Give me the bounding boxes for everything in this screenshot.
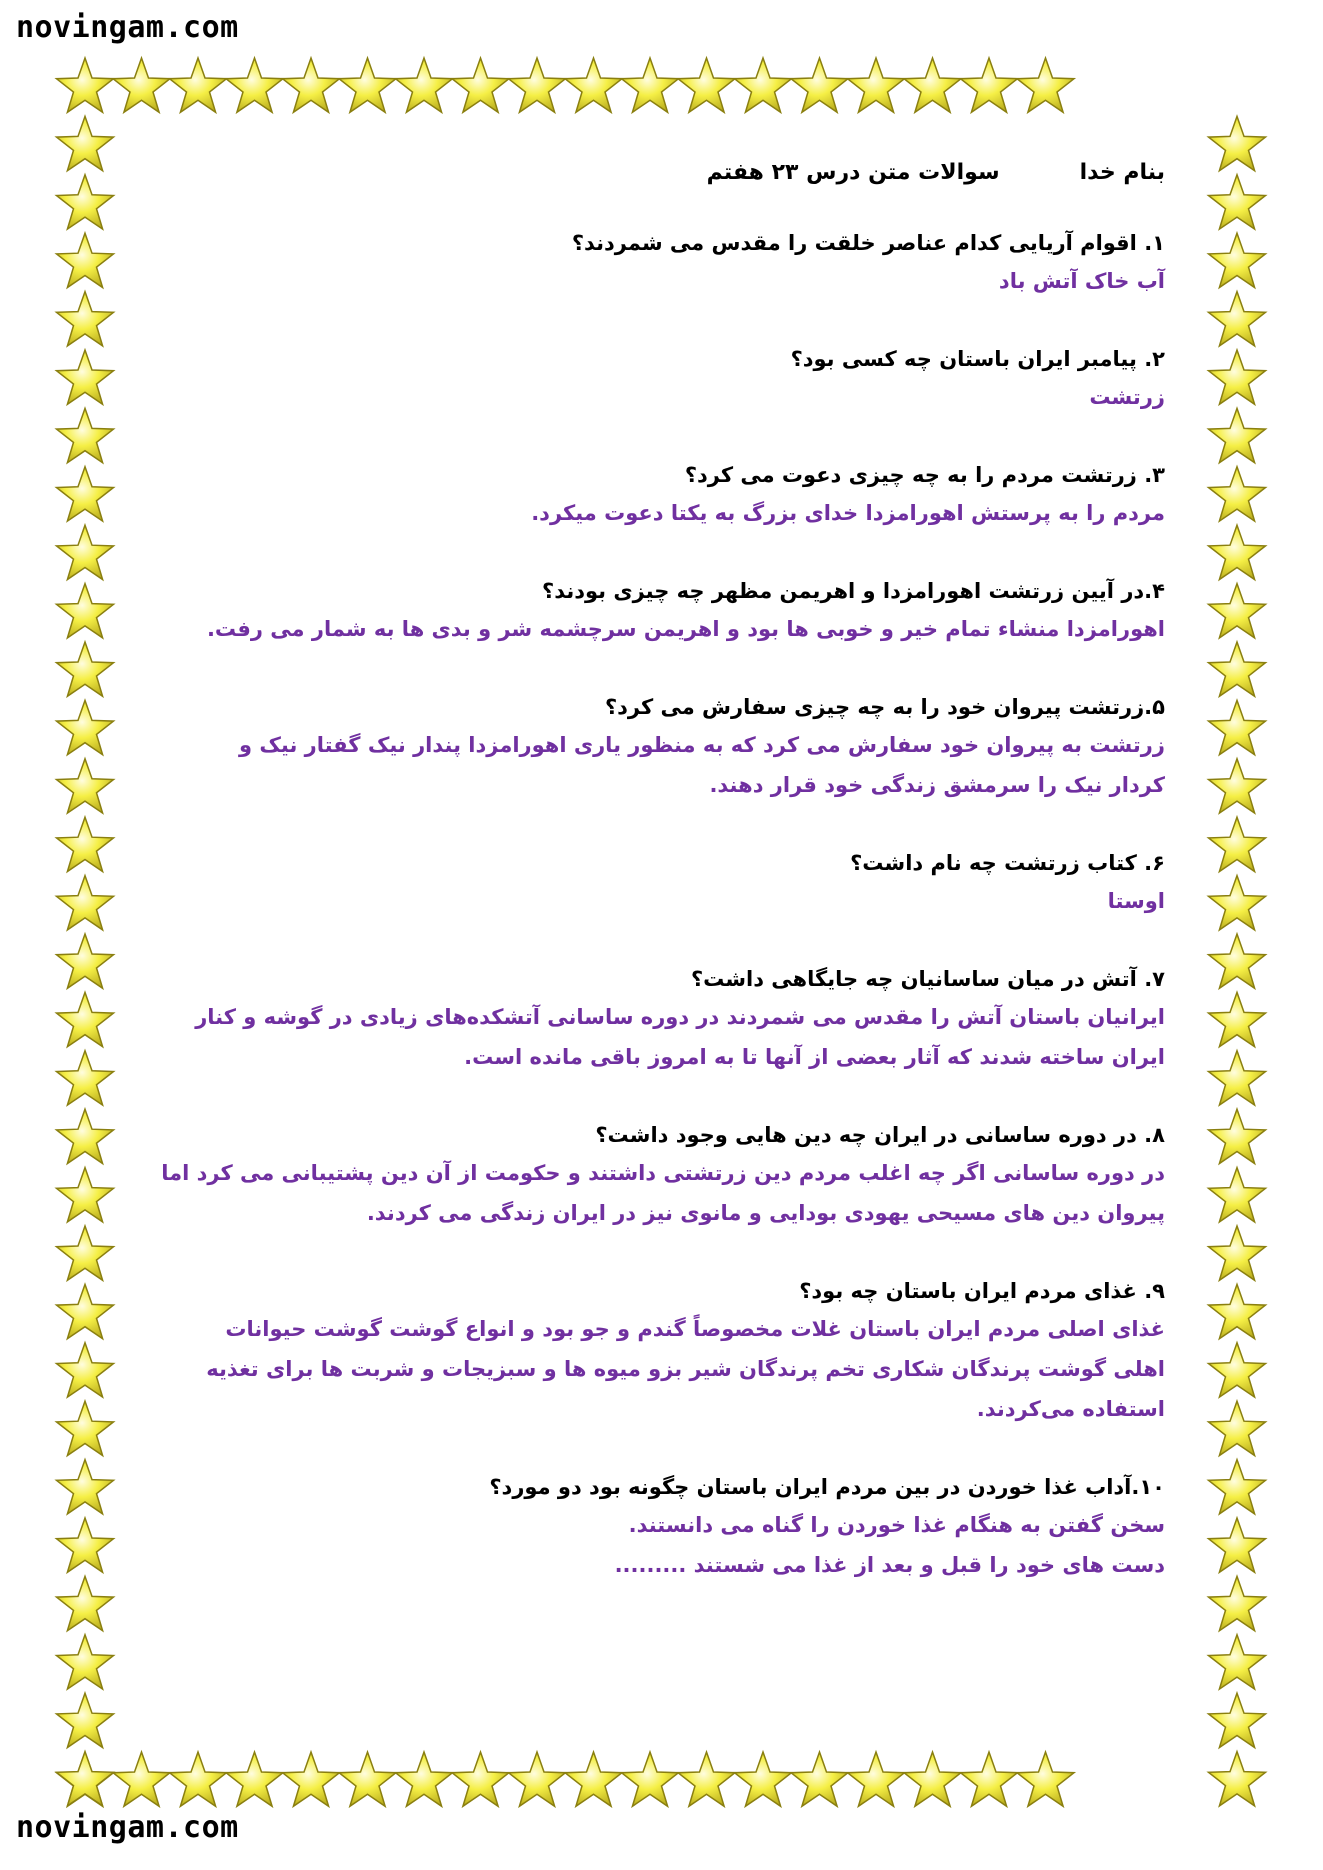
star-icon [1209, 759, 1266, 813]
question-text: ۱۰.آداب غذا خوردن در بین مردم ایران باستان چگونه بود دو مورد؟ [489, 1475, 1165, 1499]
question-block [160, 573, 1165, 649]
star-icon [396, 1752, 453, 1806]
star-icon [170, 1752, 227, 1806]
star-icon [1209, 1226, 1266, 1280]
answer-text: اهلی گوشت پرندگان شکاری تخم پرندگان شیر بزو میوه ها و سبزیجات و شربت ها برای تغذیه [206, 1357, 1165, 1381]
star-icon [57, 1284, 114, 1338]
star-icon [735, 58, 792, 112]
question-text: ۶. کتاب زرتشت چه نام داشت؟ [850, 851, 1165, 875]
star-icon [622, 1752, 679, 1806]
star-icon [509, 58, 566, 112]
star-icon [1209, 408, 1266, 462]
star-icon [678, 58, 735, 112]
star-icon [1209, 525, 1266, 579]
question-block [160, 1117, 1165, 1233]
star-icon [1209, 1518, 1266, 1572]
answer-text: مردم را به پرستش اهورامزدا خدای بزرگ به یکتا دعوت میکرد. [531, 501, 1165, 525]
star-icon [1209, 1109, 1266, 1163]
star-icon [57, 934, 114, 988]
question-block [160, 457, 1165, 533]
question-text: ۹. غذای مردم ایران باستان چه بود؟ [799, 1279, 1165, 1303]
star-icon [1209, 1168, 1266, 1222]
star-icon [396, 58, 453, 112]
star-icon [791, 58, 848, 112]
star-icon [170, 58, 227, 112]
star-icon [904, 58, 961, 112]
answer-text: سخن گفتن به هنگام غذا خوردن را گناه می دانستند. [628, 1513, 1165, 1537]
star-icon [452, 58, 509, 112]
star-icon [57, 525, 114, 579]
question-list [160, 225, 1165, 1585]
star-icon [113, 58, 170, 112]
star-icon [226, 58, 283, 112]
question-block [160, 225, 1165, 301]
star-icon [1209, 467, 1266, 521]
star-icon [1209, 175, 1266, 229]
star-icon [961, 58, 1018, 112]
star-icon [1209, 584, 1266, 638]
star-icon [57, 1168, 114, 1222]
worksheet-header [160, 160, 1165, 185]
star-icon [565, 58, 622, 112]
star-icon [113, 1752, 170, 1806]
star-icon [57, 817, 114, 871]
star-icon [1209, 1343, 1266, 1397]
star-icon [1209, 1460, 1266, 1514]
star-icon [1209, 1576, 1266, 1630]
star-icon [57, 233, 114, 287]
star-icon [452, 1752, 509, 1806]
star-icon [1209, 992, 1266, 1046]
star-icon [1209, 1401, 1266, 1455]
star-icon [57, 1576, 114, 1630]
question-block [160, 961, 1165, 1077]
star-icon [57, 1109, 114, 1163]
star-icon [57, 1635, 114, 1689]
star-icon [339, 58, 396, 112]
answer-text: ایران ساخته شدند که آثار بعضی از آنها تا به امروز باقی مانده است. [464, 1045, 1165, 1069]
star-icon [1209, 350, 1266, 404]
star-icon [1209, 1635, 1266, 1689]
star-icon [57, 467, 114, 521]
star-icon [848, 1752, 905, 1806]
star-icon [1017, 1752, 1074, 1806]
star-icon [57, 992, 114, 1046]
star-icon [678, 1752, 735, 1806]
star-icon [622, 58, 679, 112]
star-icon [57, 292, 114, 346]
star-icon [283, 1752, 340, 1806]
star-icon [1209, 116, 1266, 170]
star-icon [57, 1752, 114, 1806]
answer-text: استفاده می‌کردند. [976, 1397, 1165, 1421]
question-text: ۴.در آیین زرتشت اهورامزدا و اهریمن مظهر چه چیزی بودند؟ [542, 579, 1165, 603]
star-icon [57, 642, 114, 696]
star-icon [57, 1693, 114, 1747]
answer-text: در دوره ساسانی اگر چه اغلب مردم دین زرتشتی داشتند و حکومت از آن دین پشتیبانی می کرد اما [161, 1161, 1165, 1185]
star-icon [1209, 233, 1266, 287]
star-icon [226, 1752, 283, 1806]
star-icon [1209, 1693, 1266, 1747]
question-text: ۵.زرتشت پیروان خود را به چه چیزی سفارش می کرد؟ [604, 695, 1165, 719]
star-icon [57, 116, 114, 170]
star-icon [57, 1460, 114, 1514]
bismillah-heading: بنام خدا [1079, 160, 1165, 185]
question-text: ۲. پیامبر ایران باستان چه کسی بود؟ [790, 347, 1165, 371]
star-icon [57, 876, 114, 930]
answer-text: کردار نیک را سرمشق زندگی خود قرار دهند. [709, 773, 1165, 797]
star-icon [57, 1343, 114, 1397]
star-icon [1209, 642, 1266, 696]
star-icon [57, 1401, 114, 1455]
question-block [160, 845, 1165, 921]
star-icon [961, 1752, 1018, 1806]
star-icon [283, 58, 340, 112]
star-icon [1209, 700, 1266, 754]
star-icon [1209, 1752, 1266, 1806]
worksheet-content [160, 160, 1165, 1625]
star-icon [791, 1752, 848, 1806]
star-icon [1209, 1284, 1266, 1338]
star-icon [57, 58, 114, 112]
question-text: ۷. آتش در میان ساسانیان چه جایگاهی داشت؟ [690, 967, 1165, 991]
star-icon [1209, 292, 1266, 346]
star-icon [57, 175, 114, 229]
star-icon [565, 1752, 622, 1806]
star-icon [57, 1518, 114, 1572]
star-icon [57, 584, 114, 638]
question-block [160, 1273, 1165, 1429]
answer-text: دست های خود را قبل و بعد از غذا می شستند ......... [614, 1553, 1165, 1577]
star-icon [904, 1752, 961, 1806]
answer-text: زرتشت [1089, 385, 1165, 409]
question-text: ۳. زرتشت مردم را به چه چیزی دعوت می کرد؟ [684, 463, 1165, 487]
answer-text: اوستا [1107, 889, 1165, 913]
question-text: ۱. اقوام آریایی کدام عناصر خلقت را مقدس می شمردند؟ [571, 231, 1165, 255]
star-icon [57, 1226, 114, 1280]
answer-text: آب خاک آتش باد [998, 269, 1165, 293]
star-icon [1209, 876, 1266, 930]
star-icon [57, 350, 114, 404]
star-icon [848, 58, 905, 112]
star-icon [57, 700, 114, 754]
watermark-top: novingam.com [16, 10, 239, 45]
answer-text: اهورامزدا منشاء تمام خیر و خوبی ها بود و اهریمن سرچشمه شر و بدی ها به شمار می رفت. [206, 617, 1165, 641]
answer-text: ایرانیان باستان آتش را مقدس می شمردند در دوره ساسانی آتشکده‌های زیادی در گوشه و کنار [195, 1005, 1165, 1029]
star-icon [1209, 817, 1266, 871]
star-icon [339, 1752, 396, 1806]
answer-text: پیروان دین های مسیحی یهودی بودایی و مانوی نیز در ایران زندگی می کردند. [366, 1201, 1165, 1225]
watermark-bottom: novingam.com [16, 1810, 239, 1845]
question-text: ۸. در دوره ساسانی در ایران چه دین هایی وجود داشت؟ [595, 1123, 1165, 1147]
star-icon [735, 1752, 792, 1806]
star-icon [57, 408, 114, 462]
star-icon [57, 1051, 114, 1105]
star-icon [57, 759, 114, 813]
answer-text: زرتشت به پیروان خود سفارش می کرد که به منظور یاری اهورامزدا پندار نیک گفتار نیک و [239, 733, 1165, 757]
star-icon [1017, 58, 1074, 112]
question-block [160, 1469, 1165, 1585]
question-block [160, 341, 1165, 417]
question-block [160, 689, 1165, 805]
worksheet-title: سوالات متن درس ۲۳ هفتم [706, 160, 1000, 185]
star-icon [1209, 934, 1266, 988]
star-icon [1209, 1051, 1266, 1105]
star-icon [509, 1752, 566, 1806]
answer-text: غذای اصلی مردم ایران باستان غلات مخصوصاً گندم و جو بود و انواع گوشت گوشت حیوانات [225, 1317, 1165, 1341]
